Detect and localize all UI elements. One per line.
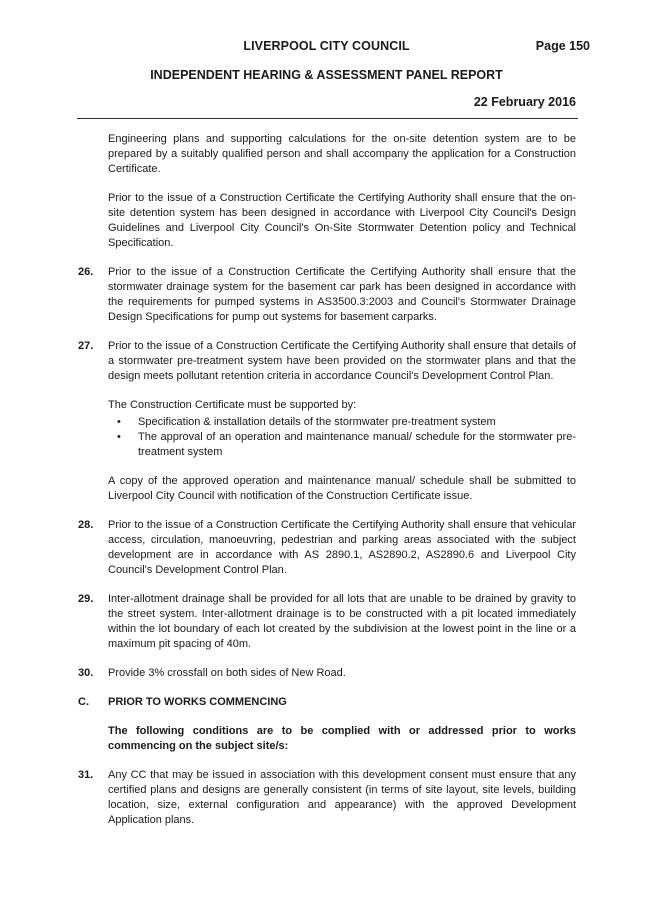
condition-number: 26. [78, 266, 94, 278]
paragraph-text: Engineering plans and supporting calculations for the on-site detention system are to be prepared by a suitably qualified person and shall accompany the application for a Construction Certificate. [108, 133, 576, 175]
condition-text: Inter-allotment drainage shall be provided for all lots that are unable to be drained by gravity to the street system. Inter-allotment drainage is to be constructed with a pit located immediately within the lot boundary of each lot created by the subdivision at the lowest point in the line or a maximum pit spacing of 40m. [108, 593, 576, 650]
condition-number: 30. [78, 667, 94, 679]
section-letter: C. [78, 696, 89, 708]
condition-number: 29. [78, 593, 94, 605]
section-intro [0, 724, 653, 754]
header-divider [77, 118, 578, 119]
paragraph [0, 191, 653, 251]
header-report-title: INDEPENDENT HEARING & ASSESSMENT PANEL REPORT [150, 68, 503, 82]
paragraph-text: Prior to the issue of a Construction Certificate the Certifying Authority shall ensure that the on-site detention system has been designed in accordance with Liverpool City Council's Design Guidelines and Liverpool City Council's On-Site Stormwater Detention policy and Technical Specification. [108, 192, 576, 249]
bullet-list [0, 415, 653, 460]
paragraph [0, 132, 653, 177]
list-intro-text: The Construction Certificate must be supported by: [108, 399, 357, 411]
header-report-date: 22 February 2016 [473, 95, 576, 109]
condition-26 [0, 265, 653, 325]
condition-number: 27. [78, 340, 94, 352]
condition-31 [0, 768, 653, 828]
bullet-item: • Specification & installation details of the stormwater pre-treatment system [108, 415, 576, 430]
section-heading-c [0, 695, 653, 710]
condition-27 [0, 339, 653, 384]
condition-28 [0, 518, 653, 578]
header-page-number: Page 150 [535, 39, 590, 53]
condition-30 [0, 666, 653, 681]
condition-text: Any CC that may be issued in association with this development consent must ensure that any certified plans and designs are generally consistent (in terms of site layout, site levels, building location, size, external configuration and appearance) with the approved Development Application plans. [108, 769, 576, 826]
header-council-name: LIVERPOOL CITY COUNCIL [243, 39, 410, 53]
list-intro [0, 398, 653, 413]
condition-29 [0, 592, 653, 652]
condition-text: Prior to the issue of a Construction Certificate the Certifying Authority shall ensure that the stormwater drainage system for the basement car park has been designed in accordance with the requirements for pumped systems in AS3500.3:2003 and Council's Stormwater Drainage Design Specifications for pump out systems for basement carparks. [108, 266, 576, 323]
paragraph [0, 474, 653, 504]
section-title: PRIOR TO WORKS COMMENCING [108, 696, 287, 708]
condition-number: 31. [78, 769, 94, 781]
condition-text: Prior to the issue of a Construction Certificate the Certifying Authority shall ensure that details of a stormwater pre-treatment system have been provided on the stormwater plans and that the design meets pollutant retention criteria in accordance Council's Development Control Plan. [108, 340, 576, 382]
document-body [0, 132, 653, 842]
condition-text: Prior to the issue of a Construction Certificate the Certifying Authority shall ensure that vehicular access, circulation, manoeuvring, pedestrian and parking areas associated with the subject development are in accordance with AS 2890.1, AS2890.2, AS2890.6 and Liverpool City Council's Development Control Plan. [108, 519, 576, 576]
condition-text: Provide 3% crossfall on both sides of New Road. [108, 667, 346, 679]
condition-number: 28. [78, 519, 94, 531]
section-intro-text: The following conditions are to be complied with or addressed prior to works commencing on the subject site/s: [108, 725, 576, 752]
bullet-item: • The approval of an operation and maintenance manual/ schedule for the stormwater pre-treatment system [108, 430, 576, 460]
paragraph-text: A copy of the approved operation and maintenance manual/ schedule shall be submitted to Liverpool City Council with notification of the Construction Certificate issue. [108, 475, 576, 502]
